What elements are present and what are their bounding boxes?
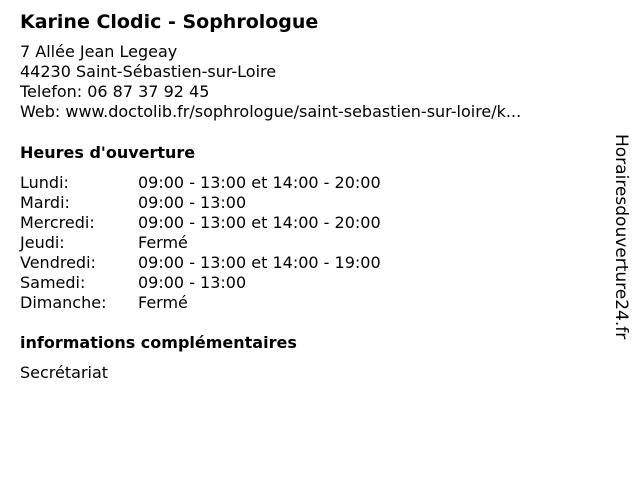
business-card <box>20 10 600 383</box>
address-city: 44230 Saint-Sébastien-sur-Loire <box>20 62 277 81</box>
phone-line: Telefon: 06 87 37 92 45 <box>20 82 210 101</box>
opening-hours-table <box>20 173 381 313</box>
day-hours: Fermé <box>138 293 188 312</box>
day-label: Mercredi: <box>20 213 95 232</box>
additional-info-heading: informations complémentaires <box>20 333 297 352</box>
day-hours: 09:00 - 13:00 et 14:00 - 20:00 <box>138 213 381 232</box>
day-label: Samedi: <box>20 273 86 292</box>
day-label: Mardi: <box>20 193 70 212</box>
hours-row-saturday <box>20 273 381 293</box>
site-watermark: Horairesdouverture24.fr <box>611 134 631 340</box>
hours-row-wednesday <box>20 213 381 233</box>
day-hours: Fermé <box>138 233 188 252</box>
additional-info-text: Secrétariat <box>20 363 109 382</box>
day-label: Vendredi: <box>20 253 96 272</box>
address-street: 7 Allée Jean Legeay <box>20 42 178 61</box>
business-name: Karine Clodic - Sophrologue <box>20 11 319 33</box>
website-line: Web: www.doctolib.fr/sophrologue/saint-sebastien-sur-loire/k... <box>20 102 522 121</box>
day-hours: 09:00 - 13:00 <box>138 273 247 292</box>
opening-hours-heading: Heures d'ouverture <box>20 143 196 162</box>
hours-row-friday <box>20 253 381 273</box>
day-label: Lundi: <box>20 173 69 192</box>
hours-row-thursday <box>20 233 381 253</box>
contact-block <box>20 42 600 122</box>
day-label: Dimanche: <box>20 293 107 312</box>
day-label: Jeudi: <box>20 233 65 252</box>
hours-row-sunday <box>20 293 381 313</box>
day-hours: 09:00 - 13:00 <box>138 193 247 212</box>
day-hours: 09:00 - 13:00 et 14:00 - 20:00 <box>138 173 381 192</box>
hours-row-monday <box>20 173 381 193</box>
day-hours: 09:00 - 13:00 et 14:00 - 19:00 <box>138 253 381 272</box>
hours-row-tuesday <box>20 193 381 213</box>
